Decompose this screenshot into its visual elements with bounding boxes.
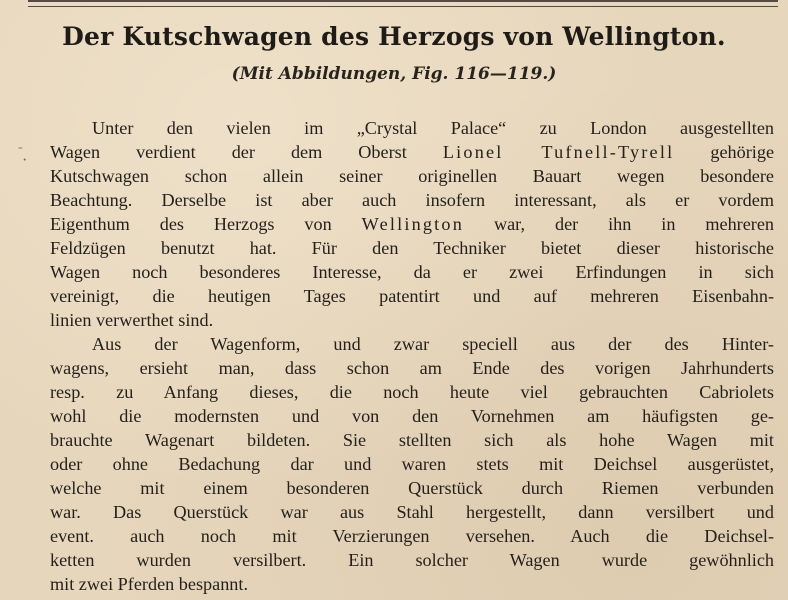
person-name-wellington: Wellington bbox=[361, 214, 465, 234]
paragraph-1-line-2 bbox=[50, 140, 774, 164]
article-subtitle: (Mit Abbildungen, Fig. 116—119.) bbox=[231, 64, 557, 84]
article-body bbox=[50, 116, 774, 596]
line-text: war, der ihn in mehreren bbox=[493, 214, 774, 234]
paragraph-2-line-5: brauchte Wagenart bildeten. Sie stellten sich als hohe Wagen mit bbox=[50, 430, 774, 450]
line-text: Wagen verdient der dem Oberst bbox=[50, 142, 407, 162]
article-title: Der Kutschwagen des Herzogs von Wellington. bbox=[62, 22, 726, 51]
paragraph-1-line-1: Unter den vielen im „Crystal Palace“ zu London ausgestellten bbox=[92, 118, 774, 138]
paragraph-2-line-9: event. auch noch mit Verzierungen versehen. Auch die Deichsel- bbox=[50, 526, 774, 546]
paragraph-2-line-6: oder ohne Bedachung dar und waren stets mit Deichsel ausgerüstet, bbox=[50, 454, 774, 474]
line-text: gehörige bbox=[710, 142, 774, 162]
margin-mark: - bbox=[18, 140, 23, 155]
paragraph-1-line-5 bbox=[50, 212, 774, 236]
paragraph-2-line-8: war. Das Querstück war aus Stahl hergestellt, dann versilbert und bbox=[50, 502, 774, 522]
paragraph-2-line-11: mit zwei Pferden bespannt. bbox=[50, 574, 248, 594]
paragraph-1-line-4: Beachtung. Derselbe ist aber auch insofern interessant, als er vordem bbox=[50, 190, 774, 210]
paragraph-1-line-7: Wagen noch besonderes Interesse, da er zwei Erfindungen in sich bbox=[50, 262, 774, 282]
paragraph-2-line-4: wohl die modernsten und von den Vornehmen am häufigsten ge- bbox=[50, 406, 774, 426]
paragraph-1-line-8: vereinigt, die heutigen Tages patentirt und auf mehreren Eisenbahn- bbox=[50, 286, 774, 306]
margin-dot: · bbox=[22, 152, 28, 169]
paragraph-1-line-3: Kutschwagen schon allein seiner originellen Bauart wegen besondere bbox=[50, 166, 774, 186]
person-name-tufnell-tyrell: Lionel Tufnell-Tyrell bbox=[442, 142, 675, 162]
paragraph-1-line-9: linien verwerthet sind. bbox=[50, 310, 214, 330]
paragraph-2-line-10: ketten wurden versilbert. Ein solcher Wagen wurde gewöhnlich bbox=[50, 550, 774, 570]
line-text: Eigenthum des Herzogs von bbox=[50, 214, 332, 234]
top-rule bbox=[28, 0, 778, 7]
paragraph-2-line-1: Aus der Wagenform, und zwar speciell aus der des Hinter- bbox=[92, 334, 774, 354]
paragraph-1-line-6: Feldzügen benutzt hat. Für den Techniker bietet dieser historische bbox=[50, 238, 774, 258]
paragraph-2-line-7: welche mit einem besonderen Querstück durch Riemen verbunden bbox=[50, 478, 774, 498]
paragraph-2-line-3: resp. zu Anfang dieses, die noch heute viel gebrauchten Cabriolets bbox=[50, 382, 774, 402]
paragraph-2-line-2: wagens, ersieht man, dass schon am Ende des vorigen Jahrhunderts bbox=[50, 358, 774, 378]
